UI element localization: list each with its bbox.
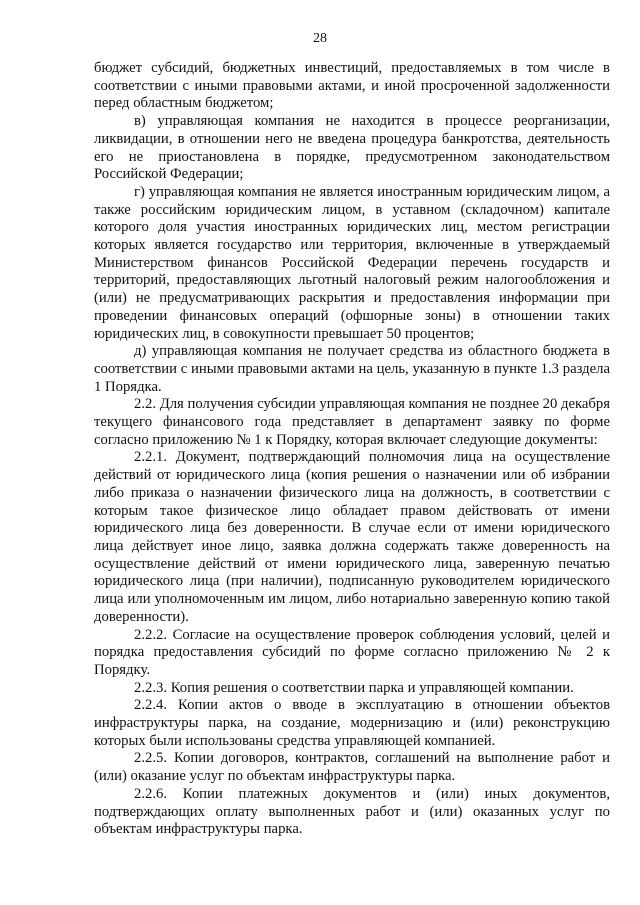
paragraph-2-2-1: 2.2.1. Документ, подтверждающий полномочия лица на осуществление действий от юридического лица (копия решения о назначении или об избрании либо приказа о назначении физического лица на должность, в соответствии с которым такое физическое лицо обладает правом действовать от имени юридического лица без доверенности. В случае если от имени юридического лица действует иное лицо, заявка должна содержать также доверенность на осуществление действий от имени юридического лица, заверенную печатью юридического лица (при наличии), подписанную руководителем юридического лица или уполномоченным им лицом, либо нотариально заверенную копию такой доверенности). xyxy=(94,449,610,625)
paragraph-item-d: д) управляющая компания не получает средства из областного бюджета в соответствии с иными правовыми актами на цель, указанную в пункте 1.3 раздела 1 Порядка. xyxy=(94,343,610,395)
paragraph-2-2-5: 2.2.5. Копии договоров, контрактов, соглашений на выполнение работ и (или) оказание услуг по объектам инфраструктуры парка. xyxy=(94,750,610,785)
paragraph-2-2-3: 2.2.3. Копия решения о соответствии парка и управляющей компании. xyxy=(134,679,574,696)
paragraph-continuation: бюджет субсидий, бюджетных инвестиций, предоставляемых в том числе в соответствии с иными правовыми актами, и иной просроченной задолженности перед областным бюджетом; xyxy=(94,60,610,112)
document-body xyxy=(94,60,610,839)
paragraph-item-g: г) управляющая компания не является иностранным юридическим лицом, а также российским юридическим лицом, в уставном (складочном) капитале которого доля участия иностранных юридических лиц, местом регистрации которых является государство или территория, включенные в утверждаемый Министерством финансов Российской Федерации перечень государств и территорий, предоставляющих льготный налоговый режим налогообложения и (или) не предусматривающих раскрытия и предоставления информации при проведении финансовых операций (офшорные зоны) в отношении таких юридических лиц, в совокупности превышает 50 процентов; xyxy=(94,183,610,342)
paragraph-2-2-2: 2.2.2. Согласие на осуществление проверок соблюдения условий, целей и порядка предоставления субсидий по форме согласно приложению № 2 к Порядку. xyxy=(94,626,610,678)
paragraph-2-2-4: 2.2.4. Копии актов о вводе в эксплуатацию в отношении объектов инфраструктуры парка, на создание, модернизацию и (или) реконструкцию которых были использованы средства управляющей компанией. xyxy=(94,697,610,749)
paragraph-2-2-6: 2.2.6. Копии платежных документов и (или) иных документов, подтверждающих оплату выполненных работ и (или) оказанных услуг по объектам инфраструктуры парка. xyxy=(94,785,610,838)
page-number: 28 xyxy=(313,31,327,46)
paragraph-item-v: в) управляющая компания не находится в процессе реорганизации, ликвидации, в отношении него не введена процедура банкротства, деятельность его не приостановлена в порядке, предусмотренном законодательством Российской Федерации; xyxy=(94,113,610,183)
paragraph-2-2: 2.2. Для получения субсидии управляющая компания не позднее 20 декабря текущего финансового года представляет в департамент заявку по форме согласно приложению № 1 к Порядку, которая включает следующие документы: xyxy=(94,396,610,448)
